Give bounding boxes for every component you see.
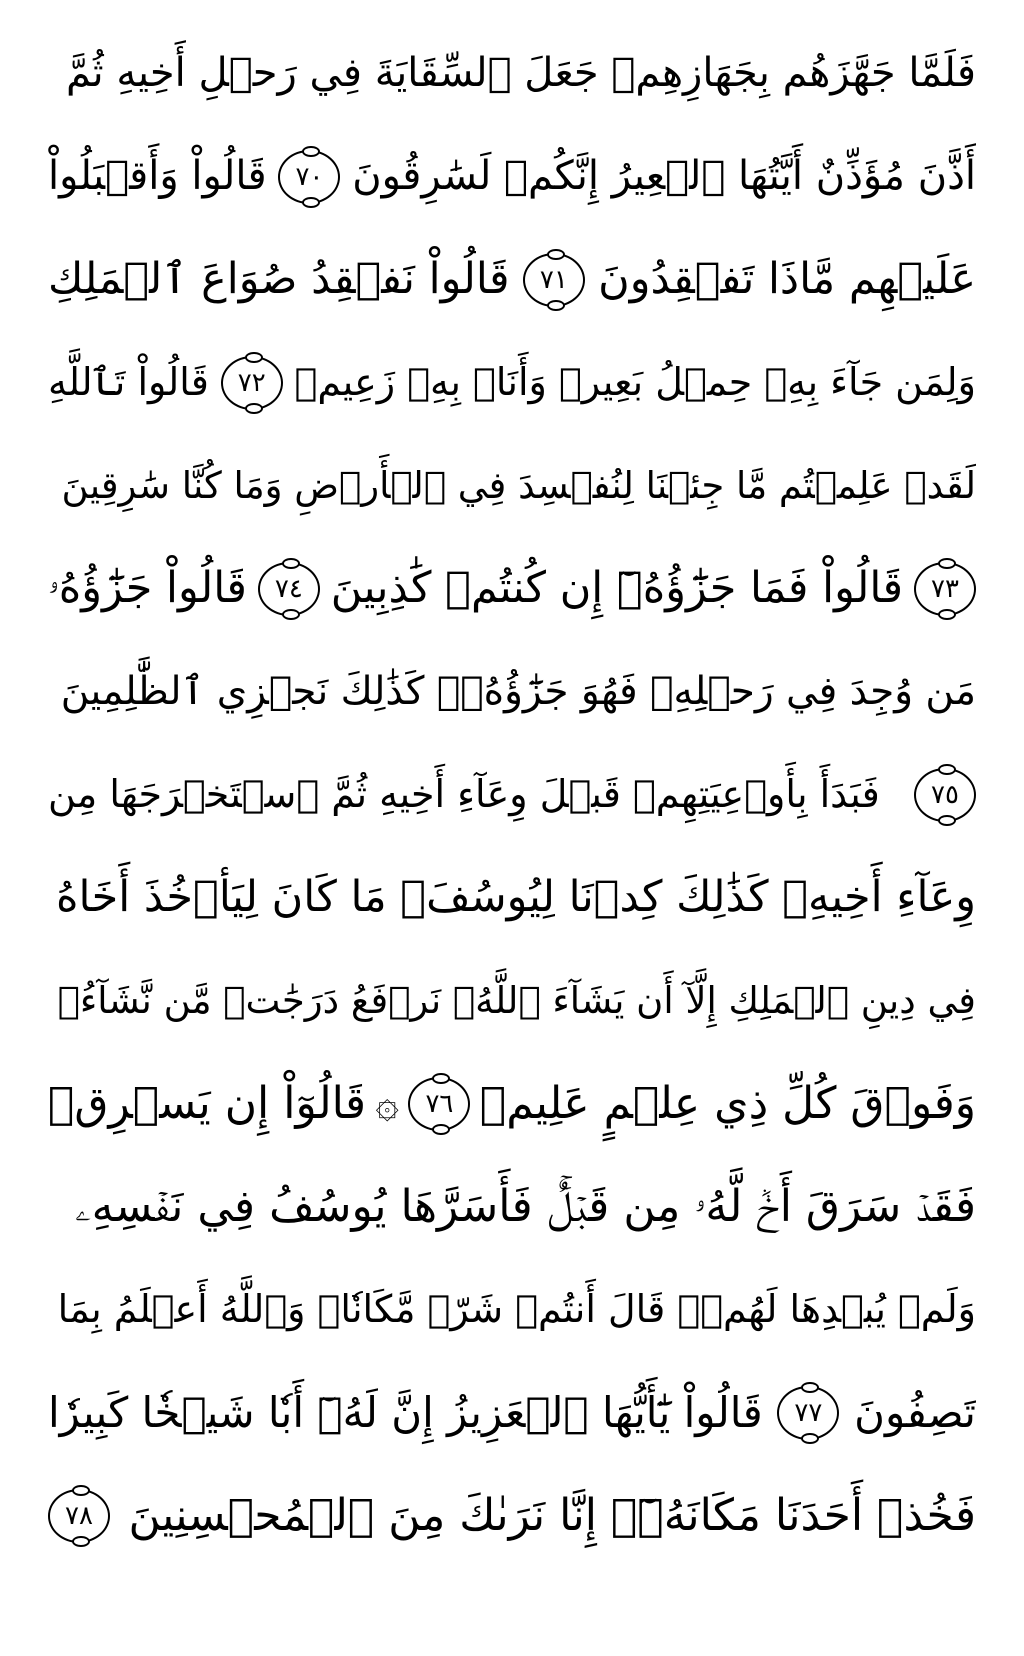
verse-text: قَالُواْ فَمَا جَزَٰٓؤُهُۥٓ إِن كُنتُمۡ كَٰذِبِينَ (330, 563, 904, 613)
text-line (48, 1052, 976, 1155)
ayah-number-marker: ٧٤ (258, 562, 320, 616)
text-line (48, 125, 976, 228)
text-line (48, 331, 976, 434)
text-line (48, 537, 976, 640)
text-line (48, 1464, 976, 1567)
ayah-number-marker: ٧٧ (777, 1386, 839, 1440)
ayah-number-marker: ٧٢ (221, 356, 283, 410)
verse-text: وَلَمۡ يُبۡدِهَا لَهُمۡۚ قَالَ أَنتُمۡ شَرّٞ مَّكَانٗاۖ وَٱللَّهُ أَعۡلَمُ بِمَا (57, 1287, 976, 1331)
hizb-marker-icon: ۞ (375, 1080, 399, 1127)
ayah-number-marker: ٧٥ (914, 768, 976, 822)
verse-text: قَالُوٓاْ إِن يَسۡرِقۡ (48, 1078, 367, 1129)
text-line (48, 22, 976, 125)
verse-text: قَالُواْ تَٱللَّهِ (48, 360, 209, 404)
verse-text: قَالُواْ نَفۡقِدُ صُوَاعَ ٱلۡمَلِكِ (48, 254, 510, 304)
ayah-number-marker: ٧١ (523, 253, 585, 307)
text-line (48, 846, 976, 949)
verse-text: مَن وُجِدَ فِي رَحۡلِهِۦ فَهُوَ جَزَٰٓؤُهُۥۚ كَذَٰلِكَ نَجۡزِي ٱلظَّٰلِمِينَ (60, 669, 976, 714)
ayah-number-marker: ٧٠ (278, 150, 340, 204)
text-line (48, 949, 976, 1052)
verse-text: تَصِفُونَ (854, 1388, 976, 1437)
verse-text: وَلِمَن جَآءَ بِهِۦ حِمۡلُ بَعِيرٖ وَأَنَا۠ بِهِۦ زَعِيمٞ (294, 360, 976, 404)
verse-text: قَالُواْ يَٰٓأَيُّهَا ٱلۡعَزِيزُ إِنَّ لَهُۥٓ أَبٗا شَيۡخٗا كَبِيرٗا (48, 1388, 763, 1437)
ayah-number-marker: ٧٣ (914, 562, 976, 616)
verse-text: فِي دِينِ ٱلۡمَلِكِ إِلَّآ أَن يَشَآءَ ٱللَّهُۚ نَرۡفَعُ دَرَجَٰتٖ مَّن نَّشَآءُۗ (57, 979, 976, 1022)
text-line (48, 434, 976, 537)
verse-text: أَذَّنَ مُؤَذِّنٌ أَيَّتُهَا ٱلۡعِيرُ إِنَّكُمۡ لَسَٰرِقُونَ (352, 153, 976, 199)
verse-text: فَبَدَأَ بِأَوۡعِيَتِهِمۡ قَبۡلَ وِعَآءِ أَخِيهِ ثُمَّ ٱسۡتَخۡرَجَهَا مِن (48, 772, 880, 816)
text-line (48, 1258, 976, 1361)
verse-text: فَقَدۡ سَرَقَ أَخٞ لَّهُۥ مِن قَبۡلُۚ فَأَسَرَّهَا يُوسُفُ فِي نَفۡسِهِۦ (74, 1181, 976, 1232)
text-line (48, 228, 976, 331)
verse-text: فَخُذۡ أَحَدَنَا مَكَانَهُۥٓۖ إِنَّا نَرَىٰكَ مِنَ ٱلۡمُحۡسِنِينَ (128, 1490, 976, 1541)
ayah-number-marker: ٧٦ (408, 1077, 470, 1131)
text-line (48, 743, 976, 846)
verse-text: قَالُواْ وَأَقۡبَلُواْ (48, 153, 267, 199)
verse-text: قَالُواْ جَزَٰٓؤُهُۥ (48, 563, 247, 613)
verse-text: لَقَدۡ عَلِمۡتُم مَّا جِئۡنَا لِنُفۡسِدَ فِي ٱلۡأَرۡضِ وَمَا كُنَّا سَٰرِقِينَ (61, 464, 976, 507)
text-line (48, 1155, 976, 1258)
ayah-number-marker: ٧٨ (48, 1489, 110, 1543)
verse-text: وَفَوۡقَ كُلِّ ذِي عِلۡمٍ عَلِيمٞ (479, 1078, 976, 1129)
verse-text: عَلَيۡهِم مَّاذَا تَفۡقِدُونَ (598, 254, 976, 304)
text-line (48, 640, 976, 743)
verse-text: فَلَمَّا جَهَّزَهُم بِجَهَازِهِمۡ جَعَلَ ٱلسِّقَايَةَ فِي رَحۡلِ أَخِيهِ ثُمَّ (65, 50, 976, 96)
text-line (48, 1361, 976, 1464)
verse-text: وِعَآءِ أَخِيهِۚ كَذَٰلِكَ كِدۡنَا لِيُوسُفَۖ مَا كَانَ لِيَأۡخُذَ أَخَاهُ (56, 872, 976, 922)
